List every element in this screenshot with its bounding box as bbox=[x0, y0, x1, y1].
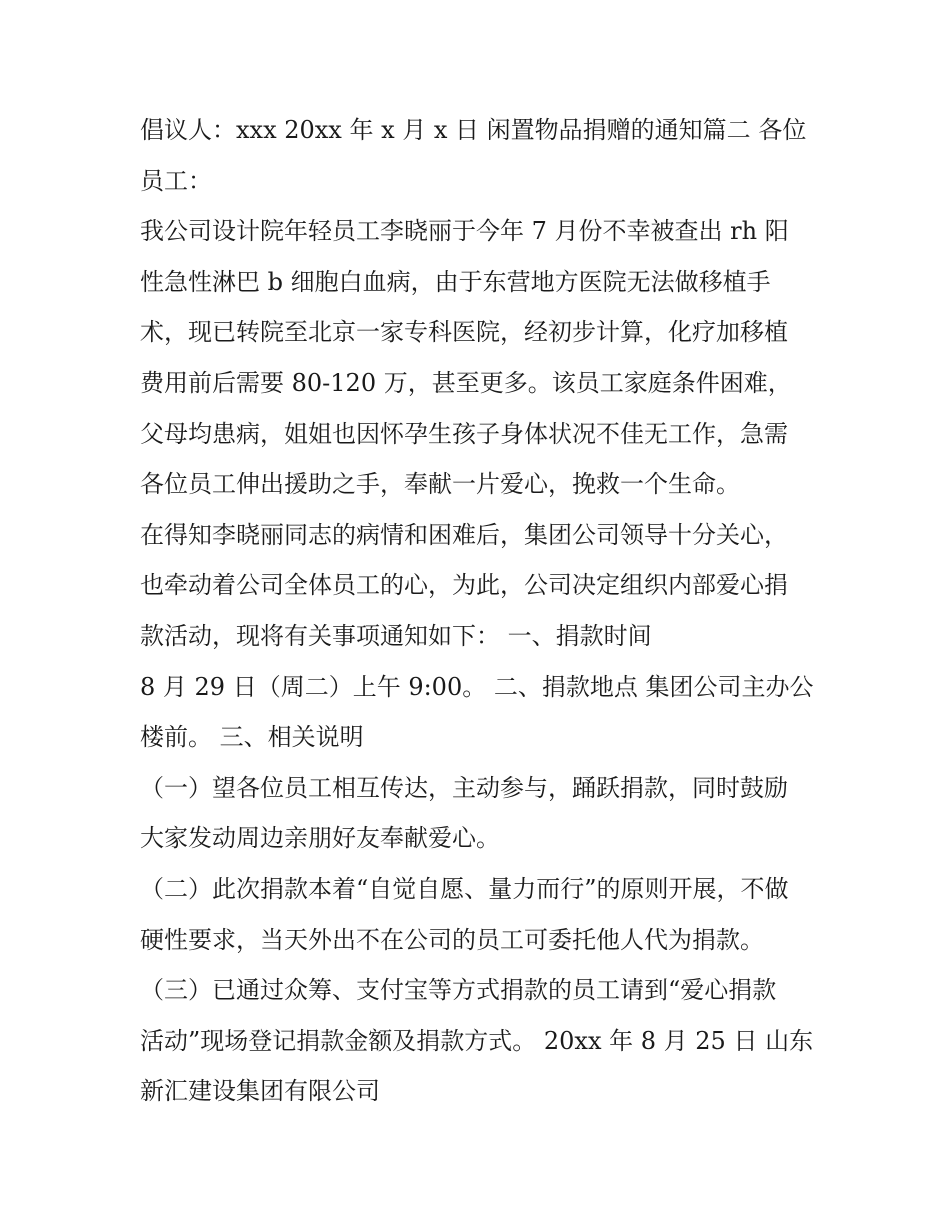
text-line: 新汇建设集团有限公司 bbox=[140, 1077, 380, 1106]
text-line: （一）望各位员工相互传达，主动参与，踊跃捐款，同时鼓励 bbox=[140, 773, 788, 802]
text-line: 性急性淋巴 b 细胞白血病，由于东营地方医院无法做移植手 bbox=[140, 267, 771, 296]
text-line: 大家发动周边亲朋好友奉献爱心。 bbox=[140, 824, 500, 853]
document-body bbox=[140, 105, 830, 1117]
text-line: 楼前。 三、相关说明 bbox=[140, 723, 364, 752]
text-line: 倡议人：xxx 20xx 年 x 月 x 日 闲置物品捐赠的通知篇二 各位 bbox=[140, 116, 807, 144]
text-line: 8 月 29 日（周二）上午 9:00。 二、捐款地点 集团公司主办公 bbox=[140, 672, 814, 701]
text-line: （二）此次捐款本着“自觉自愿、量力而行”的原则开展，不做 bbox=[140, 874, 789, 903]
text-line: 活动”现场登记捐款金额及捐款方式。 20xx 年 8 月 25 日 山东 bbox=[140, 1026, 814, 1055]
text-line: 硬性要求，当天外出不在公司的员工可委托他人代为捐款。 bbox=[140, 925, 764, 954]
text-line: 父母均患病，姐姐也因怀孕生孩子身体状况不佳无工作，急需 bbox=[140, 419, 788, 448]
text-line: 款活动，现将有关事项通知如下： 一、捐款时间 bbox=[140, 621, 652, 650]
text-line: 我公司设计院年轻员工李晓丽于今年 7 月份不幸被查出 rh 阳 bbox=[140, 217, 789, 246]
text-line: 费用前后需要 80-120 万，甚至更多。该员工家庭条件困难， bbox=[140, 368, 792, 397]
text-line: （三）已通过众筹、支付宝等方式捐款的员工请到“爱心捐款 bbox=[140, 976, 777, 1005]
text-line: 术，现已转院至北京一家专科医院，经初步计算，化疗加移植 bbox=[140, 318, 788, 347]
text-line: 在得知李晓丽同志的病情和困难后，集团公司领导十分关心， bbox=[140, 520, 788, 549]
text-line: 也牵动着公司全体员工的心，为此，公司决定组织内部爱心捐 bbox=[140, 571, 788, 600]
text-line: 各位员工伸出援助之手，奉献一片爱心，挽救一个生命。 bbox=[140, 470, 740, 499]
text-line: 员工： bbox=[140, 166, 212, 195]
